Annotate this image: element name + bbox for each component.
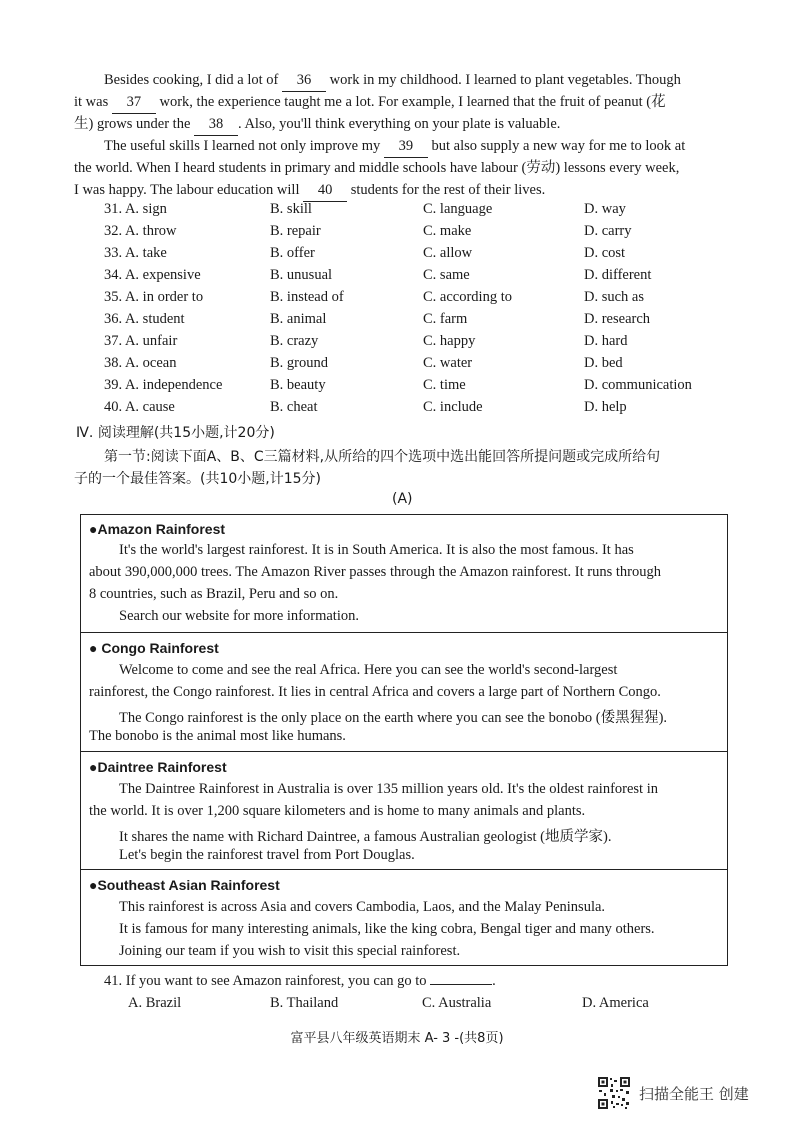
option-row-31 — [104, 201, 744, 223]
option-c: C. include — [423, 399, 483, 415]
congo-section — [81, 632, 727, 751]
answer-blank — [430, 970, 492, 985]
daintree-line: The Daintree Rainforest in Australia is over 135 million years old. It's the oldest rainforest in — [119, 781, 658, 797]
option-d: D. communication — [584, 377, 692, 393]
cloze-text: I was happy. The labour education will — [74, 182, 300, 198]
option-c: C. make — [423, 223, 472, 239]
blank-38: 38 — [194, 113, 238, 136]
congo-line: rainforest, the Congo rainforest. It lies in central Africa and covers a large part of Northern Congo. — [89, 684, 661, 700]
question-41-options — [128, 995, 768, 1017]
cloze-text: but also supply a new way for me to look at — [431, 138, 686, 154]
blank-39: 39 — [384, 135, 428, 158]
amazon-section — [81, 515, 727, 632]
amazon-line: Search our website for more information. — [119, 608, 359, 624]
scanner-watermark — [597, 1075, 749, 1111]
amazon-line: It's the world's largest rainforest. It is in South America. It is also the most famous. It has — [119, 542, 634, 558]
option-b: B. crazy — [270, 333, 319, 349]
cloze-line-5 — [74, 157, 679, 179]
option-c: C. allow — [423, 245, 473, 261]
option-a: 37. A. unfair — [104, 333, 178, 349]
option-d: D. different — [584, 267, 652, 283]
option-row-37 — [104, 333, 744, 355]
amazon-line: about 390,000,000 trees. The Amazon River passes through the Amazon rainforest. It runs through — [89, 564, 661, 580]
option-a: 31. A. sign — [104, 201, 167, 217]
option-d: D. research — [584, 311, 651, 327]
cloze-text: . Also, you'll think everything on your plate is valuable. — [238, 116, 561, 132]
option-c: C. time — [423, 377, 466, 393]
blank-37: 37 — [112, 91, 156, 114]
cloze-text: The useful skills I learned not only improve my — [104, 138, 381, 154]
congo-line: The Congo rainforest is the only place on the earth where you can see the bonobo (倭黑猩猩). — [119, 710, 668, 726]
option-b: B. cheat — [270, 399, 318, 415]
option-d: D. such as — [584, 289, 645, 305]
section-instruction-2: 子的一个最佳答案。(共10小题,计15分) — [74, 471, 322, 487]
option-a: 40. A. cause — [104, 399, 175, 415]
daintree-line: Let's begin the rainforest travel from Port Douglas. — [119, 847, 415, 863]
option-a: 36. A. student — [104, 311, 185, 327]
option-a: 35. A. in order to — [104, 289, 204, 305]
amazon-line: 8 countries, such as Brazil, Peru and so on. — [89, 586, 339, 602]
page-footer: 富平县八年级英语期末 A- 3 -(共8页) — [290, 1031, 504, 1046]
cloze-line-6 — [74, 179, 545, 202]
section-instruction-1: 第一节:阅读下面A、B、C三篇材料,从所给的四个选项中选出能回答所提问题或完成所给句 — [104, 449, 661, 465]
congo-line: The bonobo is the animal most like humans. — [89, 728, 346, 744]
question-stem: 41. If you want to see Amazon rainforest, you can go to — [104, 973, 427, 989]
option-a: 39. A. independence — [104, 377, 223, 393]
daintree-line: the world. It is over 1,200 square kilometers and is home to many animals and plants. — [89, 803, 586, 819]
option-a: 38. A. ocean — [104, 355, 177, 371]
cloze-text: students for the rest of their lives. — [350, 182, 546, 198]
blank-40: 40 — [303, 179, 347, 202]
option-d: D. hard — [584, 333, 628, 349]
blank-36: 36 — [282, 69, 326, 92]
option-b: B. animal — [270, 311, 327, 327]
option-a: 34. A. expensive — [104, 267, 201, 283]
option-d: D. help — [584, 399, 627, 415]
cloze-text: the world. When I heard students in primary and middle schools have labour (劳动) lessons every week, — [74, 160, 680, 176]
section-title: Ⅳ. 阅读理解(共15小题,计20分) — [76, 425, 275, 441]
cloze-text: 生) grows under the — [74, 116, 191, 132]
option-c: C. water — [423, 355, 473, 371]
southeast-line: It is famous for many interesting animals, like the king cobra, Bengal tiger and many others. — [119, 921, 655, 937]
question-41 — [104, 970, 496, 990]
congo-line: Welcome to come and see the real Africa. Here you can see the world's second-largest — [119, 662, 618, 678]
option-row-35 — [104, 289, 744, 311]
cloze-text: it was — [74, 94, 109, 110]
daintree-title: ●Daintree Rainforest — [89, 759, 227, 775]
cloze-line-4 — [104, 135, 685, 158]
cloze-line-2 — [74, 91, 666, 114]
cloze-text: Besides cooking, I did a lot of — [104, 72, 279, 88]
passage-label: (A) — [392, 491, 413, 507]
passage-box — [80, 514, 728, 966]
cloze-text: work, the experience taught me a lot. For example, I learned that the fruit of peanut (花 — [159, 94, 666, 110]
option-d: D. America — [582, 995, 649, 1011]
option-row-34 — [104, 267, 744, 289]
option-b: B. ground — [270, 355, 328, 371]
option-c: C. Australia — [422, 995, 492, 1011]
option-b: B. repair — [270, 223, 321, 239]
option-row-33 — [104, 245, 744, 267]
southeast-line: This rainforest is across Asia and covers Cambodia, Laos, and the Malay Peninsula. — [119, 899, 606, 915]
congo-title: ● Congo Rainforest — [89, 640, 219, 656]
cloze-text: work in my childhood. I learned to plant vegetables. Though — [329, 72, 681, 88]
scanner-label: 扫描全能王 创建 — [639, 1084, 749, 1103]
option-b: B. Thailand — [270, 995, 339, 1011]
option-c: C. happy — [423, 333, 476, 349]
option-b: B. offer — [270, 245, 315, 261]
option-c: C. farm — [423, 311, 468, 327]
option-c: C. language — [423, 201, 493, 217]
southeast-asian-title: ●Southeast Asian Rainforest — [89, 877, 280, 893]
option-b: B. unusual — [270, 267, 333, 283]
option-row-40 — [104, 399, 744, 421]
option-d: D. way — [584, 201, 626, 217]
option-b: B. skill — [270, 201, 312, 217]
amazon-title: ●Amazon Rainforest — [89, 521, 226, 537]
option-a: 32. A. throw — [104, 223, 177, 239]
cloze-line-1 — [104, 69, 681, 92]
option-d: D. carry — [584, 223, 632, 239]
qr-code-icon — [597, 1076, 631, 1110]
option-a: 33. A. take — [104, 245, 167, 261]
option-row-36 — [104, 311, 744, 333]
option-row-38 — [104, 355, 744, 377]
option-c: C. according to — [423, 289, 512, 305]
option-row-39 — [104, 377, 744, 399]
daintree-line: It shares the name with Richard Daintree, a famous Australian geologist (地质学家). — [119, 829, 612, 845]
option-row-32 — [104, 223, 744, 245]
option-b: B. instead of — [270, 289, 344, 305]
cloze-line-3 — [74, 113, 560, 136]
southeast-line: Joining our team if you wish to visit this special rainforest. — [119, 943, 461, 959]
option-c: C. same — [423, 267, 470, 283]
option-a: A. Brazil — [128, 995, 182, 1011]
option-d: D. bed — [584, 355, 623, 371]
daintree-section — [81, 751, 727, 869]
southeast-asian-section — [81, 869, 727, 965]
option-b: B. beauty — [270, 377, 326, 393]
option-d: D. cost — [584, 245, 626, 261]
question-period: . — [492, 973, 496, 989]
